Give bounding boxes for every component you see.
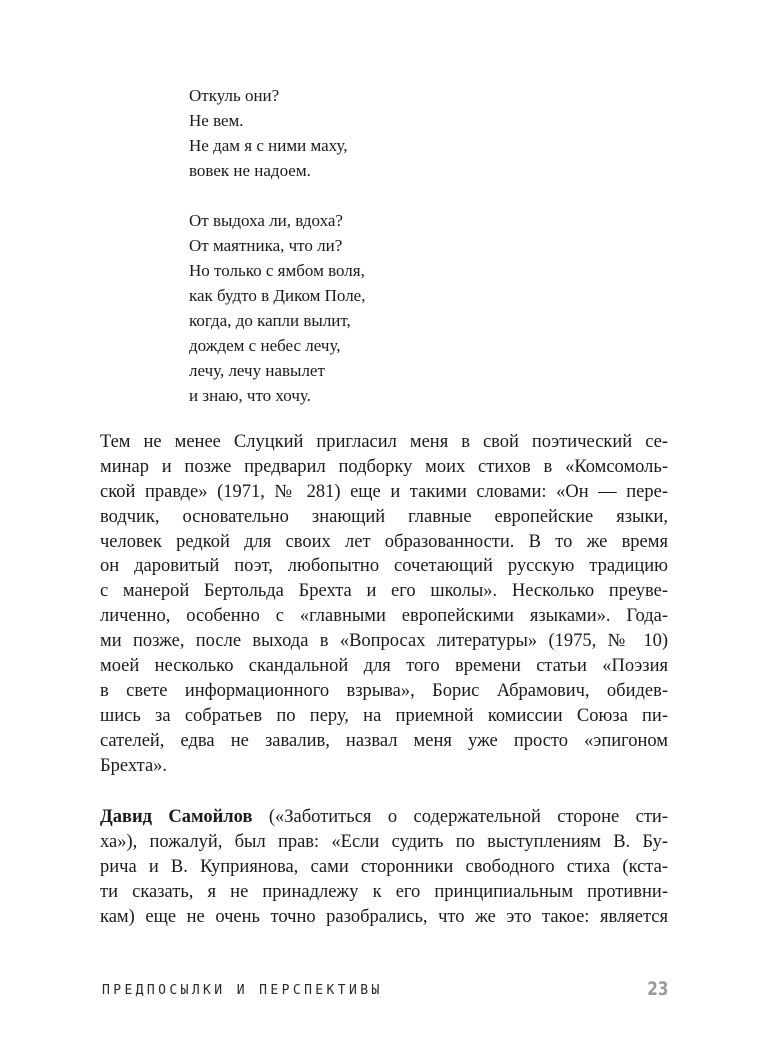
poem-line: Не дам я с ними маху,	[189, 136, 348, 155]
poem-line: дождем с небес лечу,	[189, 336, 341, 355]
text-line: Брехта».	[100, 755, 168, 776]
text-line	[100, 805, 668, 830]
text-line: Тем не менее Слуцкий пригласил меня в свой поэтический се-	[100, 432, 668, 452]
text-line: ской правде» (1971, № 281) еще и такими словами: «Он — пере-	[100, 481, 668, 502]
body-paragraph	[100, 805, 668, 929]
poem-line: От маятника, что ли?	[189, 236, 343, 255]
text-line: водчик, основательно знающий главные европейские языки,	[100, 506, 668, 527]
poem-line: Но только с ямбом воля,	[189, 261, 365, 280]
poem-line: лечу, лечу навылет	[189, 361, 325, 380]
poem-line: когда, до капли вылит,	[189, 311, 351, 330]
stanza-gap	[189, 183, 365, 208]
poem-line: Не вем.	[189, 111, 244, 130]
text-span: («Заботиться о содержательной стороне сти-	[252, 807, 668, 827]
poem-line: и знаю, что хочу.	[189, 386, 311, 405]
text-line: кам) еще не очень точно разобрались, что же это такое: является	[100, 906, 668, 927]
text-line: в свете информационного взрыва», Борис Абрамович, обидев-	[100, 680, 668, 701]
poem-line: вовек не надоем.	[189, 161, 311, 180]
poem-stanza	[189, 83, 365, 183]
text-line: с манерой Бертольда Брехта и его школы». Несколько преуве-	[100, 581, 668, 602]
text-line: шись за собратьев по перу, на приемной комиссии Союза пи-	[100, 705, 668, 726]
page-number: 23	[646, 978, 668, 1000]
text-line: сателей, едва не завалив, назвал меня уже просто «эпигоном	[100, 730, 668, 751]
poem-line: От выдоха ли, вдоха?	[189, 211, 343, 230]
text-line: рича и В. Куприянова, сами сторонники свободного стиха (кста-	[100, 856, 668, 877]
text-line: ти сказать, я не принадлежу к его принципиальным противни-	[100, 881, 668, 902]
poem-line: Откуль они?	[189, 86, 280, 105]
running-title: ПРЕДПОСЫЛКИ И ПЕРСПЕКТИВЫ	[102, 983, 383, 998]
body-paragraph	[100, 430, 668, 778]
text-line: минар и позже предварил подборку моих стихов в «Комсомоль-	[100, 456, 668, 477]
text-line: он даровитый поэт, любопытно сочетающий русскую традицию	[100, 556, 668, 577]
text-line: ха»), пожалуй, был прав: «Если судить по выступлениям В. Бу-	[100, 831, 668, 852]
text-line: личенно, особенно с «главными европейскими языками». Года-	[100, 606, 668, 627]
poem-stanza	[189, 208, 365, 408]
text-line: моей несколько скандальной для того времени статьи «Поэзия	[100, 656, 668, 677]
author-name: Давид Самойлов	[100, 807, 253, 827]
poem-line: как будто в Диком Поле,	[189, 286, 366, 305]
text-line: ми позже, после выхода в «Вопросах литературы» (1975, № 10)	[100, 631, 668, 652]
text-line: человек редкой для своих лет образованности. В то же время	[100, 531, 668, 552]
poem	[189, 83, 365, 408]
